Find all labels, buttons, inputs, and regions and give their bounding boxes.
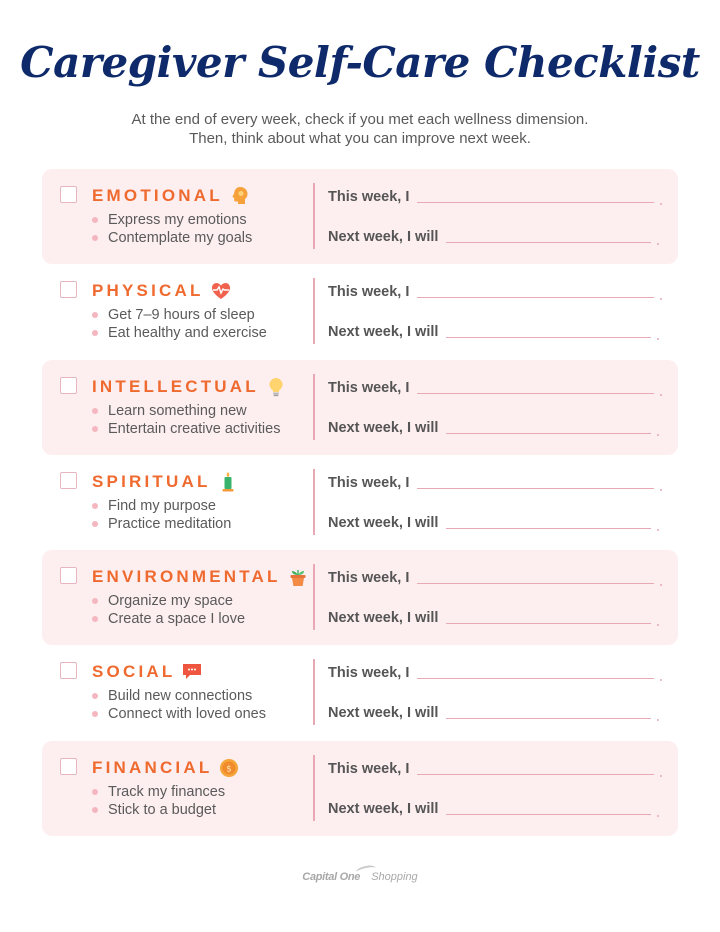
divider: [313, 659, 315, 725]
category-title: ENVIRONMENTAL: [92, 567, 281, 587]
heart-rate-icon: [210, 280, 232, 302]
write-line[interactable]: [446, 718, 651, 719]
this-week-label: This week, I: [328, 379, 410, 396]
next-week-field[interactable]: [328, 705, 659, 721]
category-title: SOCIAL: [92, 662, 176, 682]
subtitle-line-2: Then, think about what you can improve next week.: [189, 130, 531, 147]
this-week-field[interactable]: [328, 665, 662, 681]
category-title: PHYSICAL: [92, 281, 204, 301]
this-week-field[interactable]: [328, 570, 662, 586]
next-week-field[interactable]: [328, 324, 659, 340]
capital-one-shopping-logo: [0, 866, 720, 883]
divider: [313, 469, 315, 535]
category-title: SPIRITUAL: [92, 471, 211, 491]
write-line[interactable]: [446, 337, 651, 338]
write-line[interactable]: [446, 242, 651, 243]
category-title: FINANCIAL: [92, 757, 213, 777]
next-week-label: Next week, I will: [328, 419, 439, 436]
next-week-field[interactable]: [328, 229, 659, 245]
category-row-physical: [42, 264, 678, 359]
next-week-field[interactable]: [328, 420, 659, 436]
this-week-label: This week, I: [328, 474, 410, 491]
next-week-label: Next week, I will: [328, 705, 439, 722]
write-line[interactable]: [446, 528, 651, 529]
write-line[interactable]: [417, 297, 654, 298]
this-week-label: This week, I: [328, 284, 410, 301]
next-week-label: Next week, I will: [328, 514, 439, 531]
environmental-checkbox[interactable]: [60, 567, 77, 584]
list-item: Eat healthy and exercise: [92, 324, 267, 342]
list-item: Connect with loved ones: [92, 705, 266, 723]
period-dot: [660, 298, 662, 300]
checklist: [42, 169, 678, 836]
category-row-social: [42, 645, 678, 740]
period-dot: [660, 775, 662, 777]
divider: [313, 183, 315, 249]
this-week-field[interactable]: [328, 761, 662, 777]
this-week-field[interactable]: [328, 284, 662, 300]
list-item: Stick to a budget: [92, 801, 225, 819]
intellectual-checkbox[interactable]: [60, 377, 77, 394]
write-line[interactable]: [417, 393, 654, 394]
next-week-field[interactable]: [328, 610, 659, 626]
list-item: Track my finances: [92, 783, 225, 801]
period-dot: [660, 203, 662, 205]
page-subtitle: [0, 110, 720, 148]
period-dot: [660, 584, 662, 586]
emotional-checkbox[interactable]: [60, 186, 77, 203]
category-row-financial: [42, 741, 678, 836]
category-title: EMOTIONAL: [92, 186, 223, 205]
category-title: INTELLECTUAL: [92, 376, 259, 396]
write-line[interactable]: [446, 433, 651, 434]
list-item: Get 7–9 hours of sleep: [92, 306, 267, 324]
category-row-spiritual: [42, 455, 678, 550]
list-item: Organize my space: [92, 592, 245, 610]
next-week-field[interactable]: [328, 515, 659, 531]
next-week-label: Next week, I will: [328, 324, 439, 341]
list-item: Find my purpose: [92, 497, 231, 515]
period-dot: [660, 394, 662, 396]
list-item: Build new connections: [92, 687, 266, 705]
list-item: Create a space I love: [92, 610, 245, 628]
write-line[interactable]: [446, 623, 651, 624]
candle-icon: [217, 471, 239, 493]
period-dot: [657, 434, 659, 436]
period-dot: [657, 815, 659, 817]
coin-icon: [218, 757, 240, 779]
period-dot: [660, 489, 662, 491]
divider: [313, 564, 315, 630]
period-dot: [657, 719, 659, 721]
this-week-field[interactable]: [328, 189, 662, 205]
list-item: Learn something new: [92, 402, 280, 420]
plant-pot-icon: [287, 566, 309, 588]
subtitle-line-1: At the end of every week, check if you met each wellness dimension.: [131, 111, 589, 128]
list-item: Contemplate my goals: [92, 229, 252, 247]
write-line[interactable]: [417, 583, 654, 584]
this-week-field[interactable]: [328, 475, 662, 491]
this-week-label: This week, I: [328, 570, 410, 587]
category-row-environmental: [42, 550, 678, 645]
logo-brand: Capital One: [302, 871, 361, 883]
category-row-emotional: [42, 169, 678, 264]
social-checkbox[interactable]: [60, 662, 77, 679]
financial-checkbox[interactable]: [60, 758, 77, 775]
write-line[interactable]: [417, 678, 654, 679]
divider: [313, 278, 315, 344]
svg-text:$: $: [226, 764, 233, 775]
this-week-label: This week, I: [328, 189, 410, 205]
category-row-intellectual: [42, 360, 678, 455]
period-dot: [657, 338, 659, 340]
physical-checkbox[interactable]: [60, 281, 77, 298]
page-title: Caregiver Self-Care Checklist: [20, 38, 700, 87]
logo-suffix: Shopping: [371, 871, 418, 883]
head-icon: [229, 185, 251, 207]
period-dot: [657, 624, 659, 626]
next-week-label: Next week, I will: [328, 800, 439, 817]
list-item: Practice meditation: [92, 515, 231, 533]
write-line[interactable]: [446, 814, 651, 815]
divider: [313, 374, 315, 440]
chat-bubble-icon: [181, 661, 203, 683]
period-dot: [660, 679, 662, 681]
write-line[interactable]: [417, 774, 654, 775]
this-week-label: This week, I: [328, 760, 410, 777]
next-week-field[interactable]: [328, 801, 659, 817]
period-dot: [657, 529, 659, 531]
write-line[interactable]: [417, 488, 654, 489]
list-item: Entertain creative activities: [92, 420, 280, 438]
this-week-field[interactable]: [328, 380, 662, 396]
this-week-label: This week, I: [328, 665, 410, 682]
write-line[interactable]: [417, 202, 654, 203]
divider: [313, 755, 315, 821]
list-item: Express my emotions: [92, 211, 252, 229]
next-week-label: Next week, I will: [328, 229, 439, 245]
spiritual-checkbox[interactable]: [60, 472, 77, 489]
period-dot: [657, 243, 659, 245]
lightbulb-icon: [265, 376, 287, 398]
next-week-label: Next week, I will: [328, 610, 439, 627]
